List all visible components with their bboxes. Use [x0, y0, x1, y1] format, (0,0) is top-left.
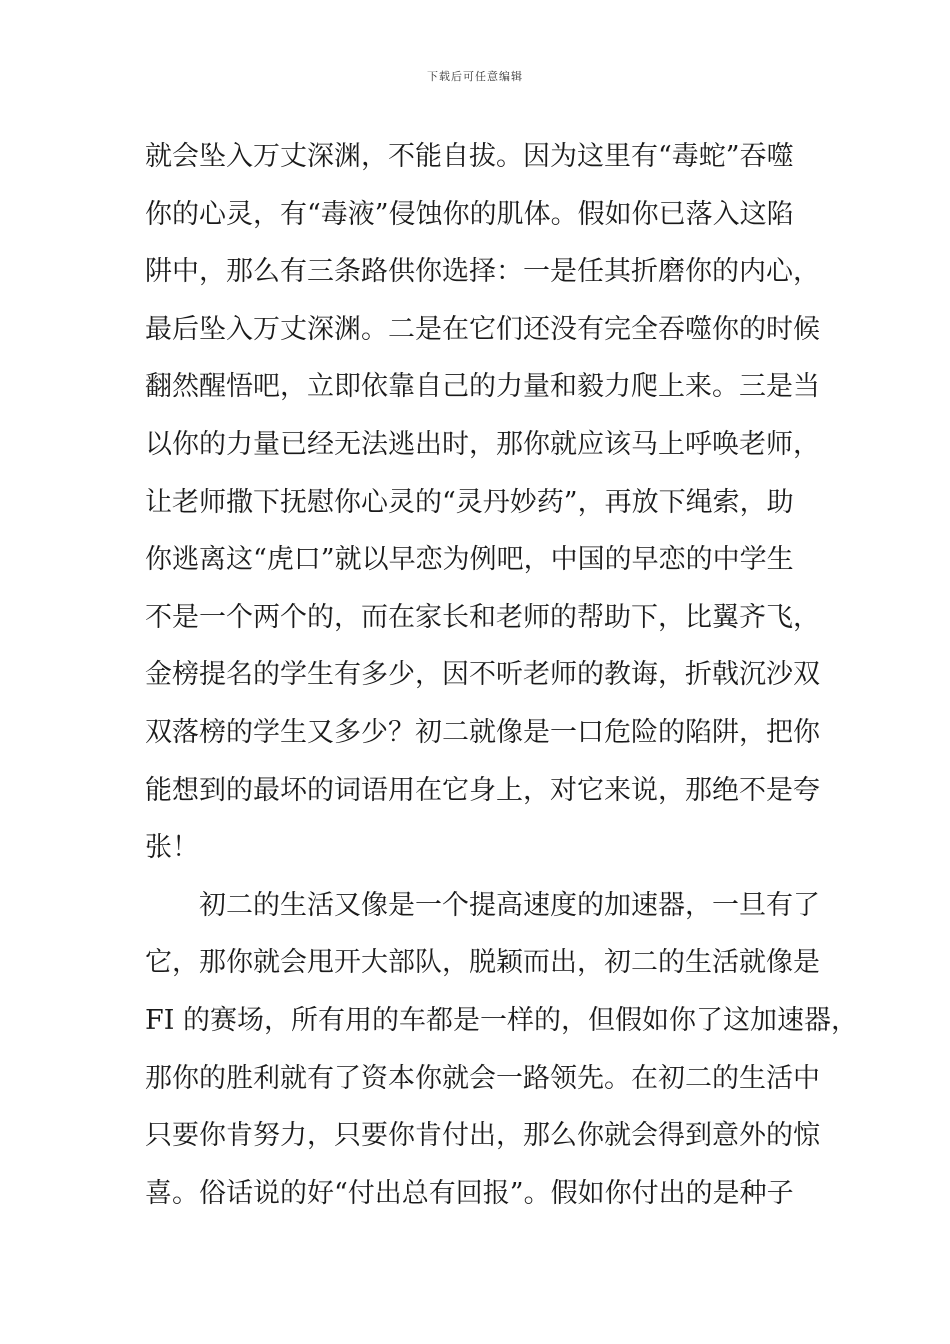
text-line: 以你的力量已经无法逃出时，那你就应该马上呼唤老师，: [145, 428, 820, 460]
text-line: 它，那你就会甩开大部队，脱颖而出，初二的生活就像是: [145, 947, 820, 979]
text-line: 你逃离这“虎口”就以早恋为例吧，中国的早恋的中学生: [145, 544, 794, 576]
page-header: 下载后可任意编辑: [427, 70, 523, 83]
text-line: 双落榜的学生又多少？初二就像是一口危险的陷阱，把你: [145, 716, 820, 748]
text-line: FI 的赛场，所有用的车都是一样的，但假如你了这加速器，: [145, 1004, 858, 1036]
text-line: 就会坠入万丈深渊，不能自拔。因为这里有“毒蛇”吞噬: [145, 141, 794, 172]
text-line: 让老师撒下抚慰你心灵的“灵丹妙药”，再放下绳索，助: [145, 486, 794, 518]
document-body: [145, 128, 858, 1222]
text-line: 金榜提名的学生有多少，因不听老师的教诲，折戟沉沙双: [145, 659, 820, 691]
text-line: 不是一个两个的，而在家长和老师的帮助下，比翼齐飞，: [145, 601, 820, 633]
text-line: 那你的胜利就有了资本你就会一路领先。在初二的生活中: [145, 1062, 820, 1094]
text-line: 喜。俗话说的好“付出总有回报”。假如你付出的是种子: [145, 1177, 794, 1209]
text-line: 翻然醒悟吧，立即依靠自己的力量和毅力爬上来。三是当: [145, 371, 820, 403]
text-line: 你的心灵，有“毒液”侵蚀你的肌体。假如你已落入这陷: [145, 198, 794, 230]
text-line: 初二的生活又像是一个提高速度的加速器，一旦有了: [199, 889, 820, 921]
text-line: 张！: [145, 832, 199, 864]
text-line: 只要你肯努力，只要你肯付出，那么你就会得到意外的惊: [145, 1120, 820, 1152]
text-line: 能想到的最坏的词语用在它身上，对它来说，那绝不是夸: [145, 774, 820, 806]
text-line: 最后坠入万丈深渊。二是在它们还没有完全吞噬你的时候: [145, 313, 820, 345]
paragraph: [145, 128, 825, 877]
paragraph: [145, 877, 858, 1223]
text-line: 阱中，那么有三条路供你选择：一是任其折磨你的内心，: [145, 256, 820, 288]
